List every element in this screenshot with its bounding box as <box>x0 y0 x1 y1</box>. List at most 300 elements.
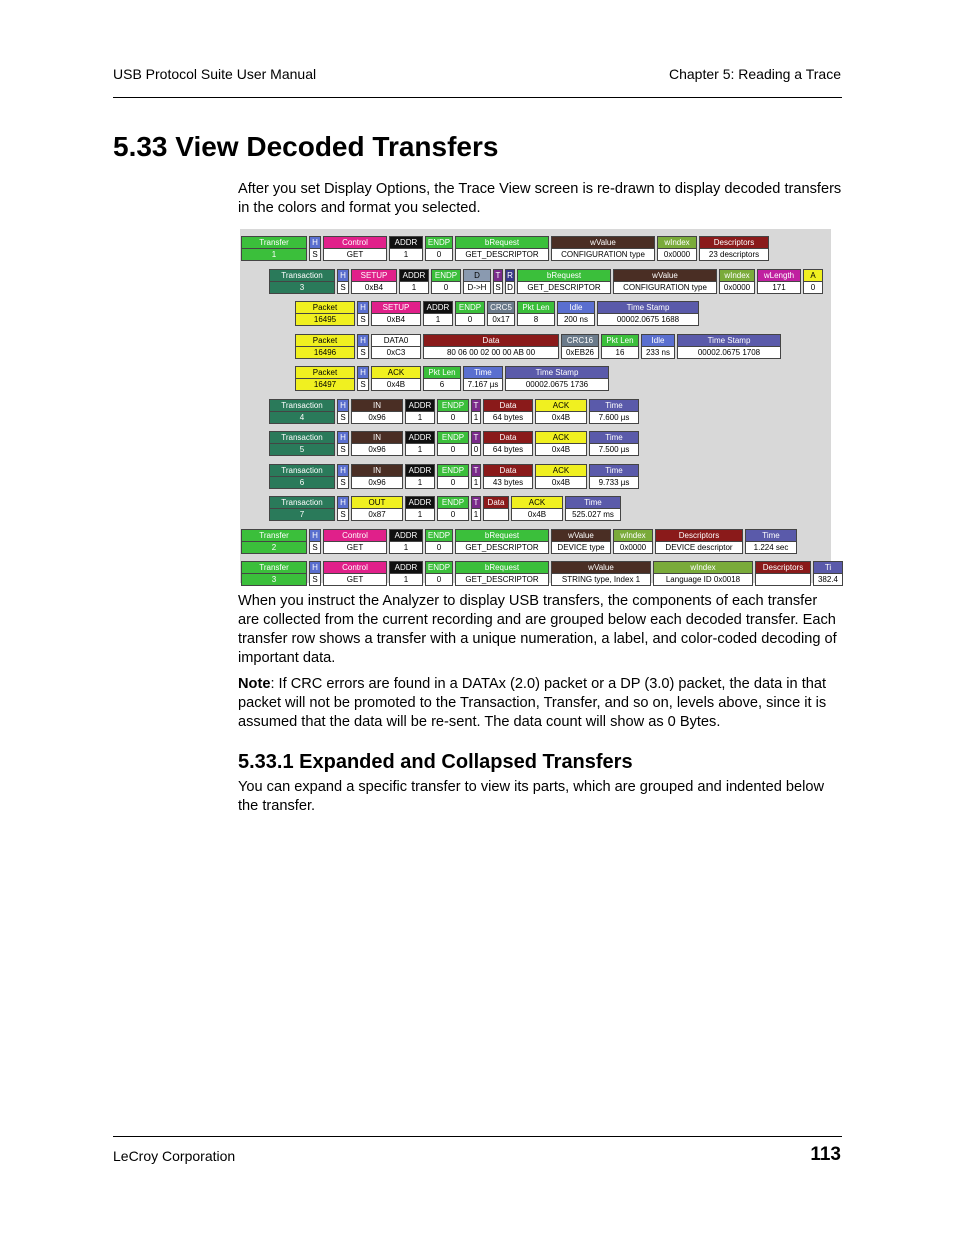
trace-field-header: H <box>337 399 349 412</box>
trace-field-header: Time Stamp <box>597 301 699 314</box>
trace-field <box>755 561 811 587</box>
page-number: 113 <box>810 1144 841 1165</box>
trace-field <box>551 529 611 555</box>
trace-field-header: IN <box>351 464 403 477</box>
trace-field-value <box>483 509 509 521</box>
trace-field-value: DEVICE descriptor <box>655 542 743 554</box>
trace-field-header: IN <box>351 399 403 412</box>
trace-field-header: ACK <box>371 366 421 379</box>
trace-field-value: 1 <box>399 282 429 294</box>
trace-field-value: 1.224 sec <box>745 542 797 554</box>
trace-field <box>371 366 421 392</box>
trace-field-header: Pkt Len <box>517 301 555 314</box>
trace-field-header: Time <box>589 431 639 444</box>
trace-field-value: GET_DESCRIPTOR <box>517 282 611 294</box>
trace-field-header: wLength <box>757 269 801 282</box>
trace-field-header: R <box>505 269 515 282</box>
trace-field <box>455 561 549 587</box>
trace-field-value: 0 <box>455 314 485 326</box>
trace-field-value: 3 <box>241 574 307 586</box>
trace-field <box>371 301 421 327</box>
trace-field-value: 00002.0675 1708 <box>677 347 781 359</box>
intro-paragraph: After you set Display Options, the Trace View screen is re-drawn to display decoded transfers in the colors and format you selected. <box>238 181 842 216</box>
trace-field-header: ADDR <box>389 561 423 574</box>
trace-field-value: GET <box>323 249 387 261</box>
trace-field-value: 0xB4 <box>351 282 397 294</box>
trace-field <box>357 301 369 327</box>
trace-field <box>241 561 307 587</box>
trace-field-value: 1 <box>423 314 453 326</box>
trace-field <box>471 464 481 490</box>
trace-field <box>357 334 369 360</box>
trace-field-value: 0x4B <box>535 444 587 456</box>
trace-field <box>437 431 469 457</box>
trace-row[interactable] <box>241 561 845 587</box>
trace-field-value: 1 <box>405 477 435 489</box>
trace-field-value: 16497 <box>295 379 355 391</box>
trace-field-header: bRequest <box>455 236 549 249</box>
trace-field-value: 0 <box>437 412 469 424</box>
trace-field <box>269 269 335 295</box>
trace-field <box>535 464 587 490</box>
trace-field-header: SETUP <box>351 269 397 282</box>
trace-field <box>371 334 421 360</box>
trace-field <box>241 529 307 555</box>
trace-field-header: ENDP <box>431 269 461 282</box>
trace-field-value: 525.027 ms <box>565 509 621 521</box>
trace-field-value: 0x0000 <box>657 249 697 261</box>
trace-field <box>405 464 435 490</box>
trace-field-value: 0x4B <box>535 477 587 489</box>
trace-field-header: Transaction <box>269 464 335 477</box>
trace-field-header: Transaction <box>269 431 335 444</box>
trace-field <box>337 269 349 295</box>
trace-field-header: H <box>337 269 349 282</box>
trace-field <box>425 236 453 262</box>
trace-field-value: 0xC3 <box>371 347 421 359</box>
trace-field-header: ADDR <box>405 496 435 509</box>
trace-field-header: ADDR <box>405 431 435 444</box>
trace-field <box>589 399 639 425</box>
trace-field-header: ENDP <box>425 236 453 249</box>
trace-field-header: A <box>803 269 823 282</box>
trace-field-header: ENDP <box>425 561 453 574</box>
trace-field-value: 1 <box>471 509 481 521</box>
trace-field-value: S <box>309 249 321 261</box>
trace-field <box>471 496 481 522</box>
trace-field-value: CONFIGURATION type <box>613 282 717 294</box>
trace-field-value: 233 ns <box>641 347 675 359</box>
trace-field <box>423 301 453 327</box>
trace-field <box>295 301 355 327</box>
note-paragraph <box>238 675 842 732</box>
trace-field-value: GET_DESCRIPTOR <box>455 542 549 554</box>
trace-field <box>557 301 595 327</box>
trace-field <box>269 496 335 522</box>
trace-field-header: wIndex <box>613 529 653 542</box>
trace-field-header: wValue <box>551 529 611 542</box>
trace-field-header: ADDR <box>389 236 423 249</box>
trace-field <box>803 269 823 295</box>
trace-field-header: T <box>471 431 481 444</box>
trace-field-header: wIndex <box>653 561 753 574</box>
trace-field-header: H <box>337 496 349 509</box>
trace-field-value: CONFIGURATION type <box>551 249 655 261</box>
trace-field-header: T <box>471 399 481 412</box>
trace-field-header: ACK <box>535 464 587 477</box>
trace-field-value: 171 <box>757 282 801 294</box>
trace-field-value: 0 <box>437 477 469 489</box>
trace-view-screenshot <box>240 229 839 584</box>
trace-field <box>517 301 555 327</box>
trace-field-value: S <box>357 314 369 326</box>
trace-field-header: Data <box>483 399 533 412</box>
trace-field <box>483 496 509 522</box>
trace-field-header: bRequest <box>455 561 549 574</box>
trace-field-header: Time <box>589 464 639 477</box>
trace-row[interactable] <box>295 334 783 360</box>
trace-field <box>551 236 655 262</box>
trace-field-value: 0 <box>471 444 481 456</box>
trace-field-header: ACK <box>535 431 587 444</box>
trace-field-header: Control <box>323 236 387 249</box>
trace-field-value: 0x87 <box>351 509 403 521</box>
trace-field <box>535 399 587 425</box>
trace-field <box>337 464 349 490</box>
trace-field <box>425 529 453 555</box>
trace-field-header: Idle <box>641 334 675 347</box>
trace-field <box>405 399 435 425</box>
trace-field-header: ADDR <box>423 301 453 314</box>
trace-field-value: 8 <box>517 314 555 326</box>
trace-field-header: H <box>357 334 369 347</box>
transfers-paragraph: When you instruct the Analyzer to display USB transfers, the components of each transfer are collected from the current recording and are grouped below each decoded transfer. Each transfer row shows a transfer with a unique numeration, a label, and color-coded decoding of important data. <box>238 593 837 666</box>
trace-field <box>357 366 369 392</box>
trace-field <box>323 561 387 587</box>
trace-field-header: T <box>471 496 481 509</box>
trace-field-header: ADDR <box>405 464 435 477</box>
header-rule <box>113 97 842 98</box>
trace-field-value: 0x4B <box>511 509 563 521</box>
trace-field <box>589 431 639 457</box>
subsection-title: 5.33.1 Expanded and Collapsed Transfers <box>238 751 633 773</box>
trace-field <box>535 431 587 457</box>
trace-field-value: S <box>337 412 349 424</box>
trace-field-value <box>755 574 811 586</box>
running-header-title: USB Protocol Suite User Manual <box>113 66 317 82</box>
trace-field-header: H <box>337 464 349 477</box>
trace-field <box>437 496 469 522</box>
trace-field-header: Time <box>589 399 639 412</box>
trace-field <box>309 529 321 555</box>
trace-field-value: 1 <box>405 444 435 456</box>
trace-field-header: Data <box>483 464 533 477</box>
trace-field-header: wIndex <box>719 269 755 282</box>
trace-field-header: ENDP <box>437 431 469 444</box>
trace-field <box>813 561 843 587</box>
trace-field <box>389 236 423 262</box>
trace-field-value: 0x96 <box>351 477 403 489</box>
trace-field-header: bRequest <box>517 269 611 282</box>
trace-field-header: T <box>471 464 481 477</box>
trace-field-header: Time <box>565 496 621 509</box>
trace-field <box>483 464 533 490</box>
trace-field-value: 0x0000 <box>719 282 755 294</box>
trace-field-value: 0x4B <box>535 412 587 424</box>
trace-field-header: T <box>493 269 503 282</box>
trace-field-header: H <box>309 561 321 574</box>
trace-field-value: 1 <box>471 477 481 489</box>
trace-field-header: Data <box>483 496 509 509</box>
trace-field-value: GET_DESCRIPTOR <box>455 249 549 261</box>
trace-field-value: 23 descriptors <box>699 249 769 261</box>
trace-field-value: S <box>357 379 369 391</box>
trace-field-header: SETUP <box>371 301 421 314</box>
trace-field-header: ENDP <box>455 301 485 314</box>
trace-field-value: S <box>309 542 321 554</box>
trace-field-header: Packet <box>295 334 355 347</box>
trace-row[interactable] <box>295 366 611 392</box>
trace-field <box>295 334 355 360</box>
trace-field-header: CRC5 <box>487 301 515 314</box>
trace-field <box>493 269 503 295</box>
trace-field-value: 64 bytes <box>483 444 533 456</box>
trace-field-value: 6 <box>269 477 335 489</box>
trace-field-value: 1 <box>389 249 423 261</box>
trace-row[interactable] <box>241 529 799 555</box>
trace-field-value: 00002.0675 1736 <box>505 379 609 391</box>
trace-field-header: Time <box>463 366 503 379</box>
trace-field-value: Language ID 0x0018 <box>653 574 753 586</box>
trace-field <box>389 529 423 555</box>
trace-field <box>269 399 335 425</box>
trace-field <box>613 269 717 295</box>
trace-field-value: 1 <box>389 574 423 586</box>
trace-field-header: H <box>337 431 349 444</box>
trace-field-header: Idle <box>557 301 595 314</box>
trace-field <box>463 366 503 392</box>
trace-field <box>471 431 481 457</box>
trace-field <box>455 236 549 262</box>
trace-field-value: 6 <box>423 379 461 391</box>
trace-field-value: 0 <box>437 444 469 456</box>
trace-field-value: 0x96 <box>351 412 403 424</box>
trace-field <box>323 236 387 262</box>
trace-field-value: S <box>337 444 349 456</box>
trace-field <box>487 301 515 327</box>
trace-field-header: H <box>309 236 321 249</box>
trace-field-value: S <box>337 509 349 521</box>
trace-field-value: 0xEB26 <box>561 347 599 359</box>
trace-field-header: ENDP <box>437 399 469 412</box>
trace-field <box>613 529 653 555</box>
expand-paragraph: You can expand a specific transfer to view its parts, which are grouped and indented below the transfer. <box>238 779 825 814</box>
trace-field <box>657 236 697 262</box>
trace-field-header: wIndex <box>657 236 697 249</box>
trace-field <box>757 269 801 295</box>
trace-field-value: 00002.0675 1688 <box>597 314 699 326</box>
trace-row[interactable] <box>269 464 641 490</box>
trace-field-value: 4 <box>269 412 335 424</box>
trace-field-header: Descriptors <box>699 236 769 249</box>
trace-field-value: DEVICE type <box>551 542 611 554</box>
trace-field-header: wValue <box>613 269 717 282</box>
trace-field-value: 200 ns <box>557 314 595 326</box>
trace-field <box>337 496 349 522</box>
trace-field <box>745 529 797 555</box>
trace-field <box>437 399 469 425</box>
trace-field <box>551 561 651 587</box>
trace-field-value: 5 <box>269 444 335 456</box>
trace-field-header: Descriptors <box>655 529 743 542</box>
trace-field-header: ENDP <box>437 496 469 509</box>
trace-field-value: 0 <box>437 509 469 521</box>
trace-field <box>431 269 461 295</box>
trace-field <box>677 334 781 360</box>
trace-field <box>719 269 755 295</box>
trace-field-header: Transaction <box>269 496 335 509</box>
trace-field-value: 382.4 <box>813 574 843 586</box>
trace-field-value: 9.733 µs <box>589 477 639 489</box>
trace-field-value: 0xB4 <box>371 314 421 326</box>
trace-field-value: 1 <box>241 249 307 261</box>
trace-field-header: ACK <box>511 496 563 509</box>
trace-field-value: STRING type, Index 1 <box>551 574 651 586</box>
trace-row[interactable] <box>269 269 825 295</box>
section-title: 5.33 View Decoded Transfers <box>113 131 499 162</box>
trace-field <box>269 464 335 490</box>
trace-field-header: H <box>357 301 369 314</box>
trace-field-value: 0 <box>425 542 453 554</box>
trace-field-header: Data <box>423 334 559 347</box>
trace-field-value: 0 <box>425 574 453 586</box>
trace-field-value: 0 <box>803 282 823 294</box>
trace-field-value: 2 <box>241 542 307 554</box>
trace-field-header: wValue <box>551 236 655 249</box>
trace-field-value: 0x96 <box>351 444 403 456</box>
trace-row[interactable] <box>241 236 771 262</box>
trace-field-value: GET <box>323 574 387 586</box>
trace-field-header: Control <box>323 529 387 542</box>
trace-field <box>405 496 435 522</box>
trace-field-header: ADDR <box>405 399 435 412</box>
trace-field-header: ENDP <box>437 464 469 477</box>
trace-field-value: 0 <box>425 249 453 261</box>
trace-field-header: ENDP <box>425 529 453 542</box>
trace-field-header: Time Stamp <box>677 334 781 347</box>
trace-field <box>405 431 435 457</box>
trace-field <box>389 561 423 587</box>
trace-field <box>423 366 461 392</box>
trace-field-value: 0 <box>431 282 461 294</box>
footer-company: LeCroy Corporation <box>113 1148 236 1164</box>
trace-field <box>483 399 533 425</box>
trace-field-value: S <box>337 477 349 489</box>
trace-field-header: Control <box>323 561 387 574</box>
trace-field-header: bRequest <box>455 529 549 542</box>
trace-field-header: Time Stamp <box>505 366 609 379</box>
trace-field-header: H <box>309 529 321 542</box>
trace-field <box>337 399 349 425</box>
trace-field-value: 43 bytes <box>483 477 533 489</box>
trace-field <box>323 529 387 555</box>
note-text: : If CRC errors are found in a DATAx (2.0) packet or a DP (3.0) packet, the data in that packet will not be promoted to the Transaction, Transfer, and so on, levels above, since it is assumed that the data will be re-sent. The data count will show as 0 Bytes. <box>238 676 827 730</box>
trace-field-value: 1 <box>389 542 423 554</box>
trace-field <box>399 269 429 295</box>
trace-field <box>455 301 485 327</box>
trace-field-value: S <box>337 282 349 294</box>
trace-field-header: Pkt Len <box>423 366 461 379</box>
trace-field <box>601 334 639 360</box>
trace-field <box>269 431 335 457</box>
trace-field-value: S <box>493 282 503 294</box>
trace-field-value: S <box>309 574 321 586</box>
trace-field-value: 16495 <box>295 314 355 326</box>
trace-field <box>565 496 621 522</box>
trace-field <box>425 561 453 587</box>
trace-field <box>511 496 563 522</box>
footer-rule <box>113 1136 842 1137</box>
trace-field <box>351 399 403 425</box>
trace-field-header: Packet <box>295 366 355 379</box>
trace-field-value: 1 <box>405 412 435 424</box>
trace-field <box>471 399 481 425</box>
trace-field-header: DATA0 <box>371 334 421 347</box>
trace-field <box>351 496 403 522</box>
trace-field <box>337 431 349 457</box>
trace-field-value: 0x4B <box>371 379 421 391</box>
trace-field-value: 0x17 <box>487 314 515 326</box>
trace-field <box>463 269 491 295</box>
trace-field <box>351 464 403 490</box>
trace-field <box>241 236 307 262</box>
trace-field-header: Time <box>745 529 797 542</box>
trace-field <box>351 431 403 457</box>
trace-field-value: 64 bytes <box>483 412 533 424</box>
trace-field-value: 7.500 µs <box>589 444 639 456</box>
trace-field-header: CRC16 <box>561 334 599 347</box>
trace-field-value: D <box>505 282 515 294</box>
trace-field <box>561 334 599 360</box>
trace-field-header: Transfer <box>241 236 307 249</box>
trace-field-value: 80 06 00 02 00 00 AB 00 <box>423 347 559 359</box>
trace-field <box>589 464 639 490</box>
trace-field-header: Transfer <box>241 529 307 542</box>
trace-field-value: 16 <box>601 347 639 359</box>
trace-field-value: 7.167 µs <box>463 379 503 391</box>
trace-row[interactable] <box>295 301 701 327</box>
trace-field <box>309 561 321 587</box>
note-label: Note <box>238 676 271 692</box>
trace-row[interactable] <box>269 431 641 457</box>
trace-field-header: ACK <box>535 399 587 412</box>
trace-field <box>309 236 321 262</box>
trace-field <box>455 529 549 555</box>
trace-field <box>641 334 675 360</box>
trace-field-value: 1 <box>471 412 481 424</box>
trace-field <box>437 464 469 490</box>
trace-field <box>351 269 397 295</box>
trace-row[interactable] <box>269 496 623 522</box>
trace-field-header: H <box>357 366 369 379</box>
trace-field-value: S <box>357 347 369 359</box>
trace-field-header: Descriptors <box>755 561 811 574</box>
running-header-chapter: Chapter 5: Reading a Trace <box>669 66 841 82</box>
trace-row[interactable] <box>269 399 641 425</box>
trace-field <box>655 529 743 555</box>
trace-field-header: Data <box>483 431 533 444</box>
trace-field-header: Transaction <box>269 269 335 282</box>
